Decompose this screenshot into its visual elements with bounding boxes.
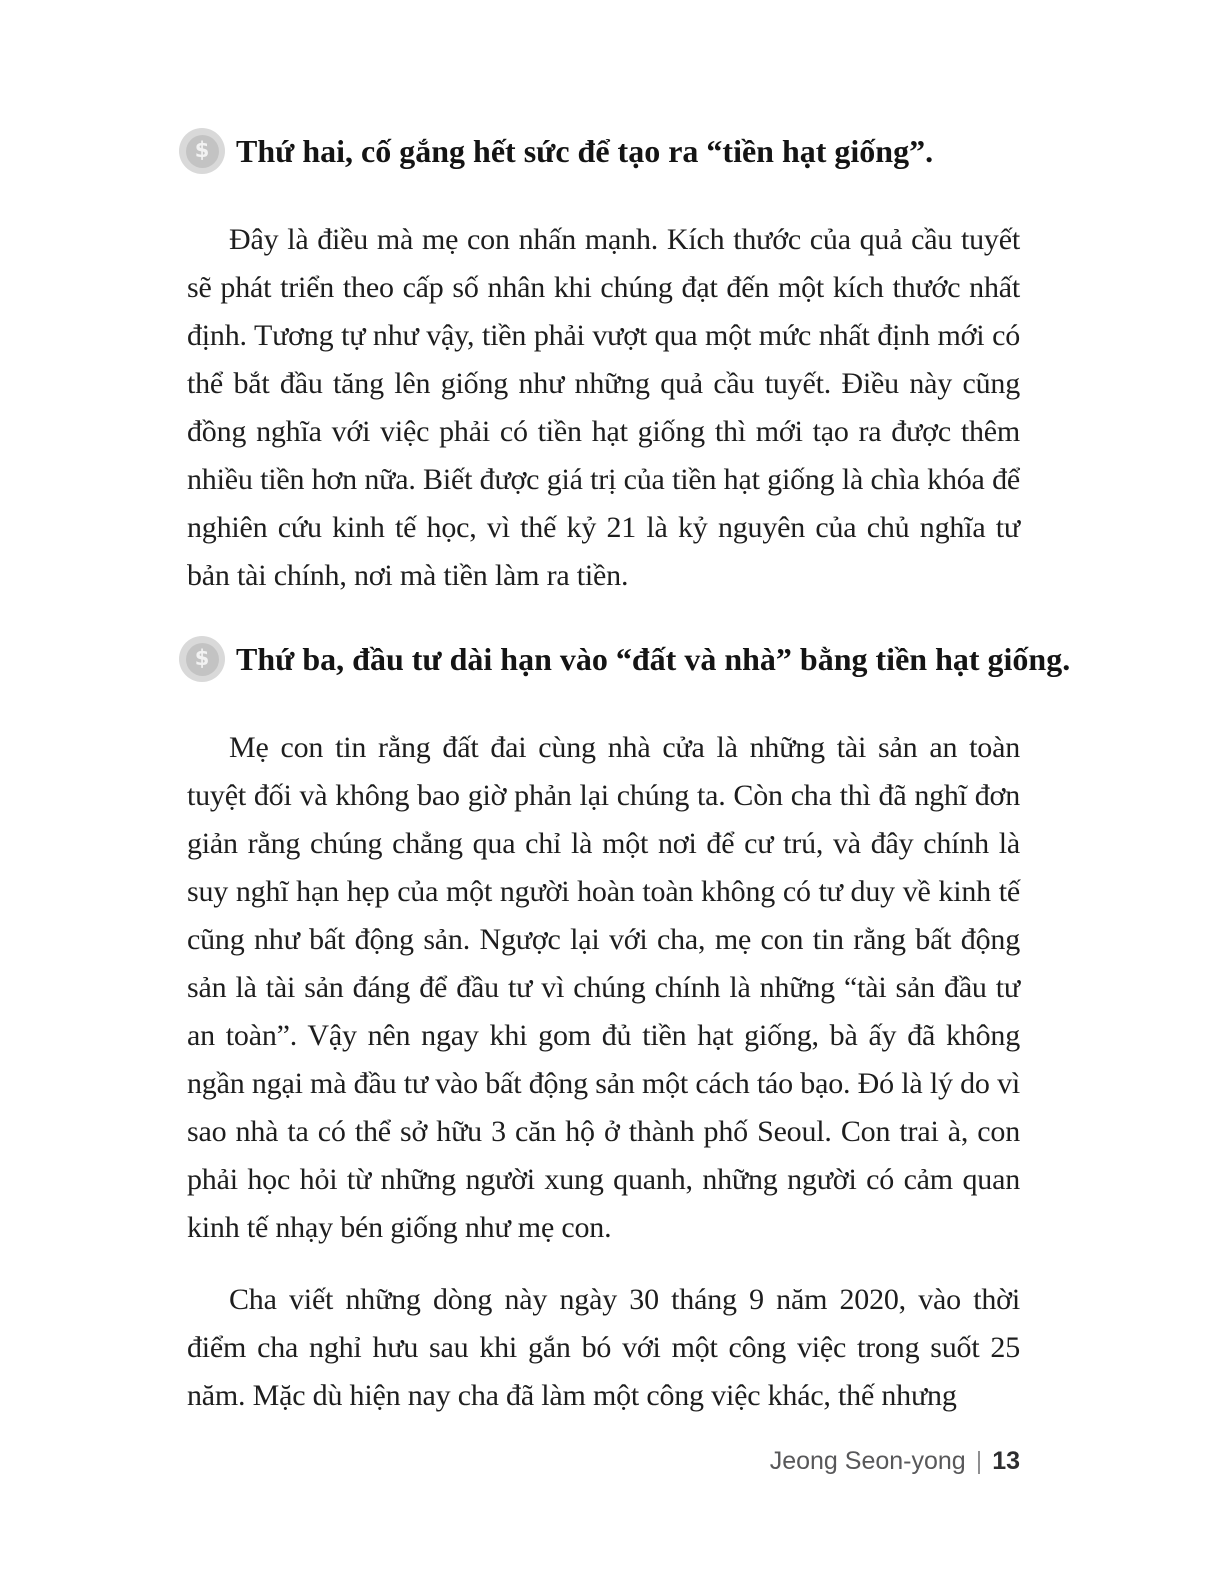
page-footer [770,1447,1020,1476]
dollar-sign-glyph: $ [194,137,210,162]
section-heading-row-2 [179,126,1020,176]
paragraph-seed-money: Đây là điều mà mẹ con nhấn mạnh. Kích thước của quả cầu tuyết sẽ phát triển theo cấp số nhân khi chúng đạt đến một kích thước nhất định. Tương tự như vậy, tiền phải vượt qua một mức nhất định mới có thể bắt đầu tăng lên giống như những quả cầu tuyết. Điều này cũng đồng nghĩa với việc phải có tiền hạt giống thì mới tạo ra được thêm nhiều tiền hơn nữa. Biết được giá trị của tiền hạt giống là chìa khóa để nghiên cứu kinh tế học, vì thế kỷ 21 là kỷ nguyên của chủ nghĩa tư bản tài chính, nơi mà tiền làm ra tiền. [187,223,1020,592]
dollar-coin-inner [186,135,219,168]
footer-author-name: Jeong Seon-yong [769,1447,966,1475]
dollar-sign-glyph: $ [194,645,210,670]
page-content [187,126,1071,1420]
dollar-coin-icon [179,636,225,682]
dollar-coin-icon [179,128,225,174]
section-heading-third: Thứ ba, đầu tư dài hạn vào “đất và nhà” bằng tiền hạt giống. [236,640,1071,677]
paragraph-retirement: Cha viết những dòng này ngày 30 tháng 9 năm 2020, vào thời điểm cha nghỉ hưu sau khi gắn bó với một công việc trong suốt 25 năm. Mặc dù hiện nay cha đã làm một công việc khác, thế nhưng [187,1283,1020,1412]
section-heading-second: Thứ hai, cố gắng hết sức để tạo ra “tiền hạt giống”. [236,132,934,169]
section-heading-row-3 [179,634,1071,684]
footer-page-number: 13 [992,1447,1020,1475]
paragraph-real-estate: Mẹ con tin rằng đất đai cùng nhà cửa là những tài sản an toàn tuyệt đối và không bao giờ phản lại chúng ta. Còn cha thì đã nghĩ đơn giản rằng chúng chẳng qua chỉ là một nơi để cư trú, và đây chính là suy nghĩ hạn hẹp của một người hoàn toàn không có tư duy về kinh tế cũng như bất động sản. Ngược lại với cha, mẹ con tin rằng bất động sản là tài sản đáng để đầu tư vì chúng chính là những “tài sản đầu tư an toàn”. Vậy nên ngay khi gom đủ tiền hạt giống, bà ấy đã không ngần ngại mà đầu tư vào bất động sản một cách táo bạo. Đó là lý do vì sao nhà ta có thể sở hữu 3 căn hộ ở thành phố Seoul. Con trai à, con phải học hỏi từ những người xung quanh, những người có cảm quan kinh tế nhạy bén giống như mẹ con. [187,731,1020,1244]
dollar-coin-inner [186,643,219,676]
footer-separator: | [975,1447,983,1475]
